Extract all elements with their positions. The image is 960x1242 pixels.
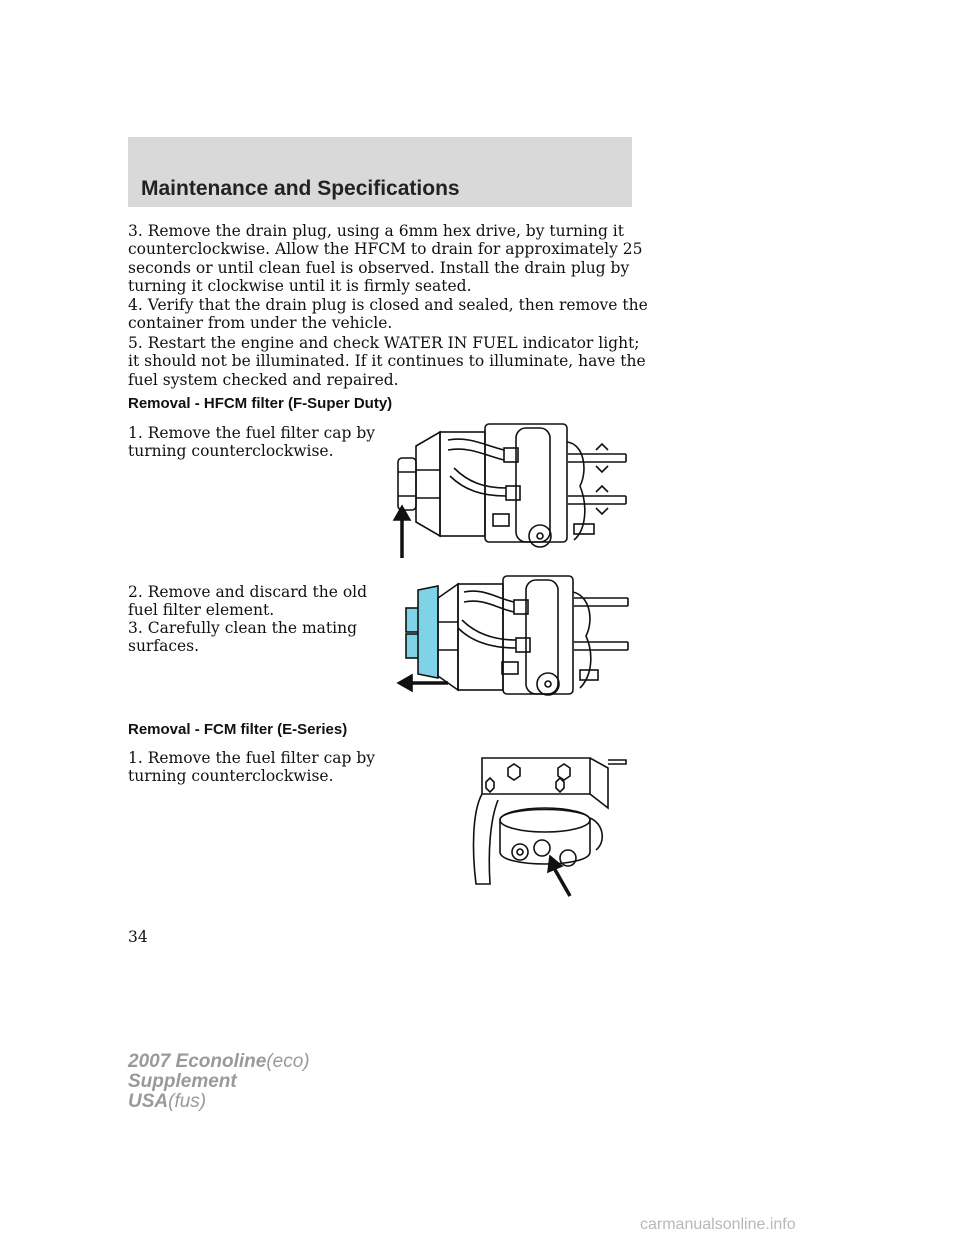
footer-supplement: Supplement [128, 1071, 237, 1092]
footer-line-supplement [128, 1072, 310, 1092]
hfcm-step-1-text: 1. Remove the fuel filter cap by turning counterclockwise. [128, 424, 376, 461]
fcm-step-1-text: 1. Remove the fuel filter cap by turning counterclockwise. [128, 749, 376, 786]
hfcm-removal-heading: Removal - HFCM filter (F-Super Duty) [128, 395, 393, 412]
footer-edition-info [128, 1052, 310, 1112]
step-3-text: 3. Remove the drain plug, using a 6mm hex drive, by turning it counterclockwise. Allow the HFCM to drain for approximately 25 seconds or until clean fuel is observed. Install the drain plug by turning it clockwise until it is firmly seated. [128, 222, 643, 295]
section-title: Maintenance and Specifications [141, 177, 460, 200]
watermark: carmanualsonline.info [640, 1216, 796, 1233]
hfcm-element-removal-illustration [396, 570, 646, 700]
footer-line-model [128, 1052, 310, 1072]
hfcm-cap-removal-illustration [378, 410, 646, 560]
page-number: 34 [128, 928, 148, 946]
footer-model-year: 2007 Econoline [128, 1051, 267, 1072]
footer-model-code: (eco) [266, 1051, 310, 1072]
step-4-text: 4. Verify that the drain plug is closed and sealed, then remove the container from under the vehicle. [128, 296, 648, 333]
hfcm-step-3-text: 3. Carefully clean the mating surfaces. [128, 619, 358, 656]
fcm-cap-removal-illustration [466, 748, 632, 902]
step-5-text: 5. Restart the engine and check WATER IN FUEL indicator light; it should not be illuminated. If it continues to illuminate, have the fuel system checked and repaired. [128, 334, 646, 389]
hfcm-step-2-text: 2. Remove and discard the old fuel filter element. [128, 583, 368, 620]
footer-market-code: (fus) [168, 1091, 207, 1112]
footer-line-market [128, 1092, 310, 1112]
fcm-removal-heading: Removal - FCM filter (E-Series) [128, 721, 348, 738]
footer-market: USA [128, 1091, 169, 1112]
